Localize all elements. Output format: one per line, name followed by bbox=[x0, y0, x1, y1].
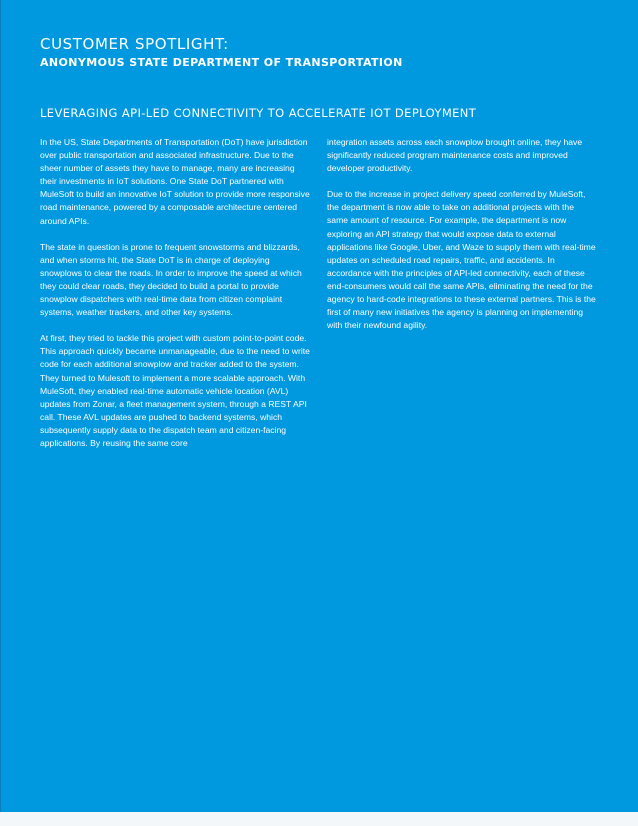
page-edge bbox=[0, 0, 1, 812]
paragraph: Due to the increase in project delivery speed conferred by MuleSoft, the department is now able to take on additional projects with the same amount of resource. For example, the department is now exploring an API strategy that would expose data to external applications like Google, Uber, and Waze to supply them with real-time updates on scheduled road repairs, traffic, and accidents. In accordance with the principles of API-led connectivity, each of these end-consumers would call the same APIs, eliminating the need for the agency to hard-code integrations to these external partners. This is the first of many new initiatives the agency is planning on implementing with their newfound agility. bbox=[327, 189, 596, 331]
paragraph: integration assets across each snowplow brought online, they have significantly reduced program maintenance costs and improved developer productivity. bbox=[327, 137, 583, 174]
spotlight-subtitle: ANONYMOUS STATE DEPARTMENT OF TRANSPORTATION bbox=[40, 56, 403, 69]
spotlight-title: CUSTOMER SPOTLIGHT: bbox=[40, 35, 229, 53]
spotlight-header bbox=[40, 34, 600, 70]
paragraph: At first, they tried to tackle this project with custom point-to-point code. This approach quickly became unmanageable, due to the need to write code for each additional snowplow and tracker added to the system. They turned to Mulesoft to implement a more scalable approach. With MuleSoft, they enabled real-time automatic vehicle location (AVL) updates from Zonar, a fleet management system, through a REST API call. These AVL updates are pushed to backend systems, which subsequently supply data to the dispatch team and citizen-facing applications. By reusing the same core bbox=[40, 333, 310, 448]
left-column bbox=[40, 136, 310, 463]
right-column bbox=[327, 136, 597, 345]
paragraph: The state in question is prone to frequent snowstorms and blizzards, and when storms hit, the State DoT is in charge of deploying snowplows to clear the roads. In order to improve the speed at which they could clear roads, they decided to build a portal to provide snowplow dispatchers with real-time data from citizen complaint systems, weather trackers, and other key systems. bbox=[40, 241, 302, 318]
bottom-strip bbox=[0, 812, 638, 826]
section-heading: LEVERAGING API-LED CONNECTIVITY TO ACCELERATE IOT DEPLOYMENT bbox=[40, 106, 477, 120]
paragraph: In the US, State Departments of Transportation (DoT) have jurisdiction over public transportation and associated infrastructure. Due to the sheer number of assets they have to manage, many are increasing their investments in IoT solutions. One State DoT partnered with MuleSoft to build an innovative IoT solution to provide more responsive road maintenance, powered by a composable architecture centered around APIs. bbox=[40, 137, 310, 226]
